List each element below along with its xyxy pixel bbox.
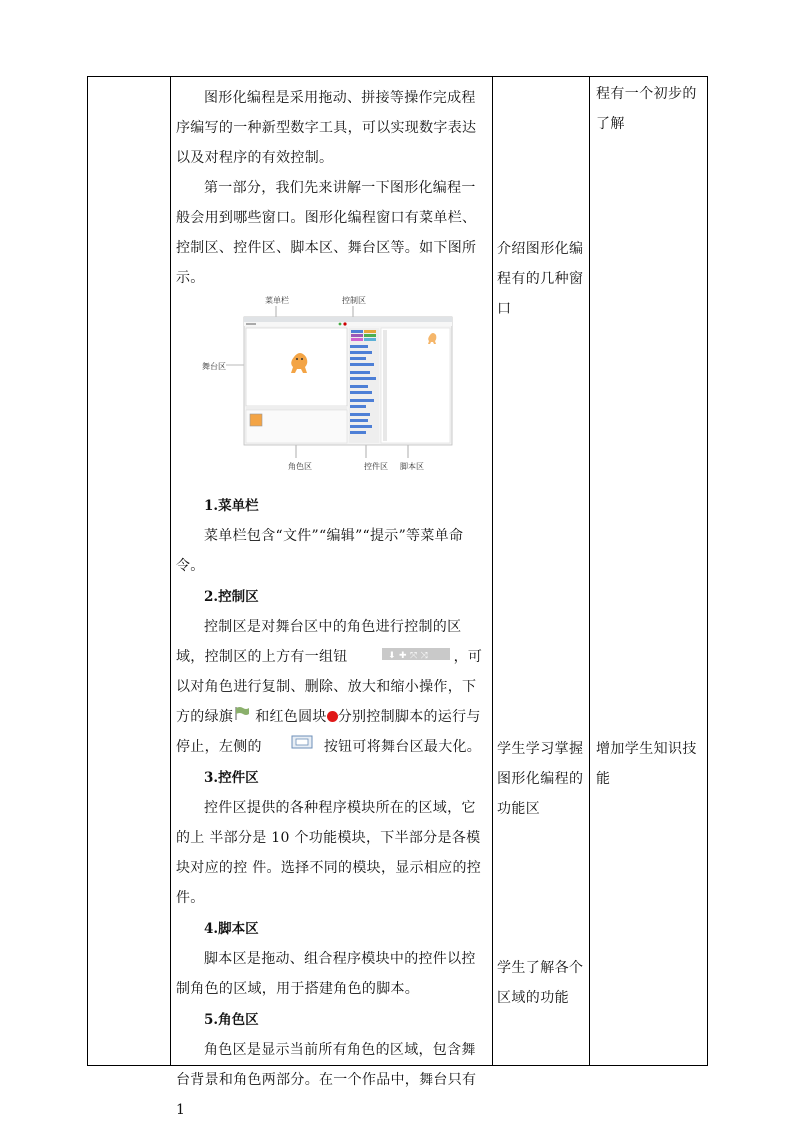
editor-screenshot	[176, 295, 498, 485]
red-stop-icon	[327, 711, 338, 722]
purpose-1: 程有一个初步的了解	[596, 86, 697, 132]
student-activity-1: 介绍图形化编程有的几种窗口	[497, 241, 584, 317]
purpose-2: 增加学生知识技能	[596, 741, 697, 787]
section-3-text: 控件区提供的各种程序模块所在的区域，它的上 半部分是 10 个功能模块，下半部分是各模块对应的控 件。选择不同的模块，显示相应的控件。	[176, 800, 482, 906]
student-activity-3: 学生了解各个区域的功能	[497, 960, 584, 1006]
section-4-title: 4.脚本区	[204, 921, 259, 937]
figure-label-control: 控制区	[342, 296, 366, 305]
content-cell	[170, 77, 492, 1118]
figure-label-script: 脚本区	[400, 462, 424, 471]
student-activity-2: 学生学习掌握图形化编程的功能区	[497, 741, 584, 817]
student-activity-cell	[493, 77, 589, 1065]
editor-figure	[176, 295, 486, 485]
section-5-text: 角色区是显示当前所有角色的区域，包含舞台背景和角色两部分。在一个作品中，舞台只有 1	[176, 1042, 477, 1118]
intro-paragraph: 图形化编程是采用拖动、拼接等操作完成程序编写的一种新型数字工具，可以实现数字表达以及对程序的有效控制。	[176, 90, 477, 166]
section-3-title: 3.控件区	[204, 770, 259, 786]
part1-paragraph: 第一部分，我们先来讲解一下图形化编程一般会用到哪些窗口。图形化编程窗口有菜单栏、控制区、控件区、脚本区、舞台区等。如下图所示。	[176, 180, 477, 286]
fullscreen-icon	[262, 732, 324, 762]
section-1-text: 菜单栏包含“文件”“编辑”“提示”等菜单命令。	[176, 528, 464, 574]
section-2-text: 控制区是对舞台区中的角色进行控制的区域，控制区的上方有一组钮 ⬇ ✚ ⤧ ⤨ ，可以对角色进行复制、删除、放大和缩小操作，下方的绿旗 和红色圆块 分别控制脚本的运行与停止，左侧的 按钮可将舞台区最大化。	[176, 612, 486, 762]
svg-text:⬇ ✚ ⤧ ⤨: ⬇ ✚ ⤧ ⤨	[387, 651, 428, 661]
section-2-title: 2.控制区	[204, 589, 259, 605]
green-flag-icon	[233, 702, 255, 732]
figure-label-widget: 控件区	[364, 462, 388, 471]
section-1-title: 1.菜单栏	[204, 498, 259, 514]
figure-label-sprite: 角色区	[288, 462, 312, 471]
section-4-text: 脚本区是拖动、组合程序模块中的控件以控制角色的区域，用于搭建角色的脚本。	[176, 951, 476, 997]
section-5-title: 5.角色区	[204, 1012, 259, 1028]
lesson-table	[87, 76, 708, 1118]
design-purpose-cell	[590, 77, 708, 1065]
left-column-cell	[88, 77, 170, 1065]
figure-label-stage: 舞台区	[202, 362, 226, 371]
control-buttons-icon	[348, 642, 454, 672]
figure-label-menu: 菜单栏	[265, 296, 289, 305]
